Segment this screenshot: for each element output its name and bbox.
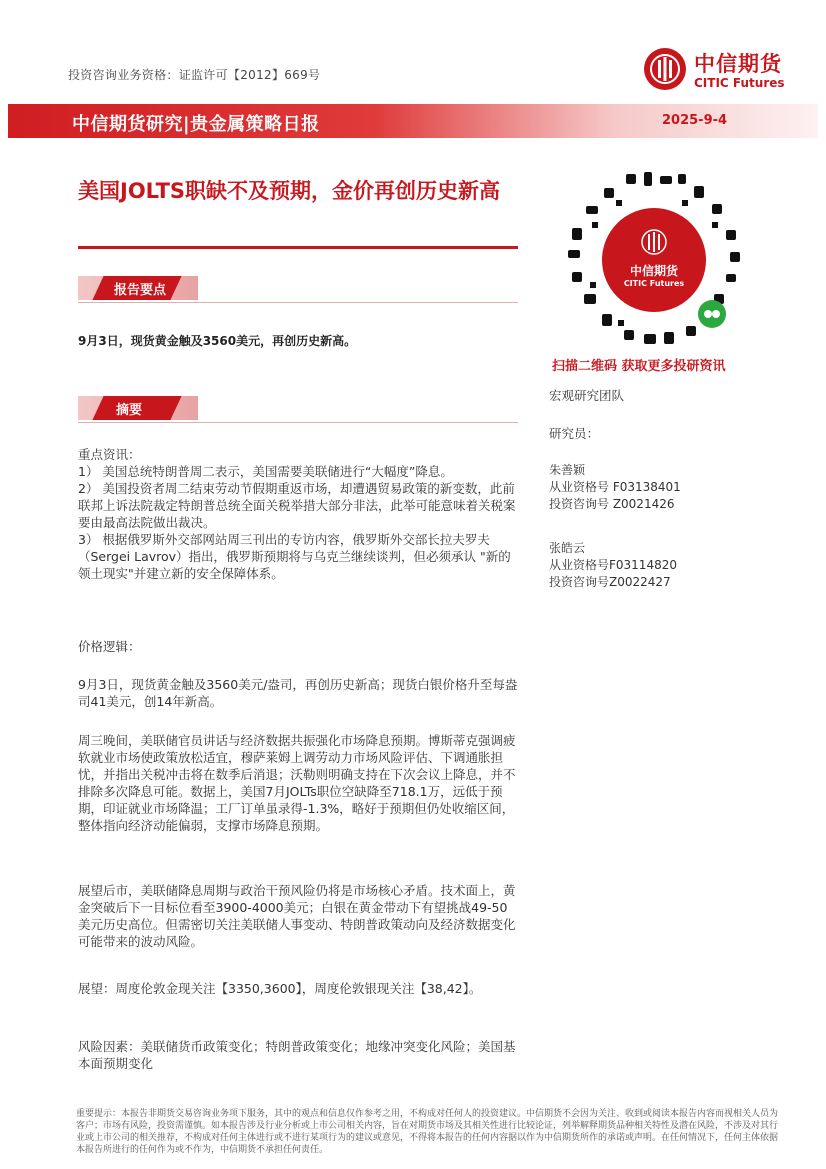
news-item: 2） 美国投资者周二结束劳动节假期重返市场，却遭遇贸易政策的新变数，此前联邦上诉法院裁定特朗普总统全面关税举措大部分非法，此举可能意味着关税案要由最高法院做出裁决。 xyxy=(78,481,516,530)
risk-text: 风险因素：美联储货币政策变化；特朗普政策变化；地缘冲突变化风险；美国基本面预期变化 xyxy=(78,1039,516,1071)
researcher-card xyxy=(549,540,677,591)
report-date: 2025-9-4 xyxy=(662,113,728,128)
researcher-name: 张皓云 xyxy=(549,541,586,555)
outlook-text: 展望：周度伦敦金现关注【3350,3600】，周度伦敦银现关注【38,42】。 xyxy=(78,981,482,996)
news-block xyxy=(78,446,518,582)
section-label: 摘要 xyxy=(116,403,143,418)
section-label: 报告要点 xyxy=(114,283,167,298)
section-key-points xyxy=(78,276,198,304)
headline-divider xyxy=(78,246,518,249)
section-rule xyxy=(78,422,518,423)
logo-mark-icon xyxy=(644,48,686,90)
report-series-title: 中信期货研究|贵金属策略日报 xyxy=(72,114,320,135)
disclaimer: 重要提示：本报告非期货交易咨询业务项下服务，其中的观点和信息仅作参考之用，不构成对任何人的投资建议。中信期货不会因为关注、收到或阅读本报告内容而视相关人员为客户；市场有风险，投资需谨慎。如本报告涉及行业分析或上市公司相关内容，旨在对期货市场及其相关性进行比较论证，列举解释期货品种相关特性及潜在风险，不涉及对其行业或上市公司的相关推荐，不构成对任何主体进行或不进行某项行为的建议或意见，不得将本报告的任何内容据以作为中信期货所作的承诺或声明。在任何情况下，任何主体依据本报告所进行的任何作为或不作为，中信期货不承担任何责任。 xyxy=(76,1109,779,1155)
researchers-label: 研究员： xyxy=(549,426,600,441)
news-title: 重点资讯： xyxy=(78,447,141,462)
news-item: 3） 根据俄罗斯外交部网站周三刊出的专访内容，俄罗斯外交部长拉夫罗夫（Sergei Lavrov）指出，俄罗斯预期将与乌克兰继续谈判，但必须承认 "新的领土现实"并建立新的安全保障体系。 xyxy=(78,532,511,581)
qr-pattern xyxy=(564,170,744,350)
logic-paragraph: 周三晚间，美联储官员讲话与经济数据共振强化市场降息预期。博斯蒂克强调疲软就业市场使政策放松适宜，穆萨莱姆上调劳动力市场风险评估、下调通胀担忧，并指出关税冲击将在数季后消退；沃勒则明确支持在下次会议上降息，并不排除多次降息可能。数据上，美国7月JOLTs职位空缺降至718.1万，远低于预期，印证就业市场降温；工厂订单虽录得-1.3%，略好于预期但仍处收缩区间，整体指向经济动能偏弱，支撑市场降息预期。 xyxy=(78,733,516,833)
researcher-card xyxy=(549,462,681,513)
news-item: 1） 美国总统特朗普周二表示，美国需要美联储进行“大幅度”降息。 xyxy=(78,464,453,479)
key-point-text: 9月3日，现货黄金触及3560美元，再创历史新高。 xyxy=(78,334,357,348)
researcher-name: 朱善颖 xyxy=(549,463,586,477)
logic-title: 价格逻辑： xyxy=(78,639,141,654)
report-headline: 美国JOLTS职缺不及预期，金价再创历史新高 xyxy=(78,179,501,203)
logic-paragraph: 9月3日，现货黄金触及3560美元/盎司，再创历史新高；现货白银价格升至每盎司41美元，创14年新高。 xyxy=(78,677,518,709)
license-text: 投资咨询业务资格：证监许可【2012】669号 xyxy=(68,68,321,82)
qr-logo-cn: 中信期货 xyxy=(629,264,678,278)
section-summary xyxy=(78,396,198,424)
title-banner xyxy=(0,104,826,138)
research-team: 宏观研究团队 xyxy=(549,388,625,403)
qr-caption: 扫描二维码 获取更多投研资讯 xyxy=(552,359,726,374)
logo-name-en: CITIC Futures xyxy=(694,76,785,90)
logic-paragraph: 展望后市，美联储降息周期与政治干预风险仍将是市场核心矛盾。技术面上，黄金突破后下一目标位看至3900-4000美元；白银在黄金带动下有望挑战49-50美元历史高位。但需密切关注美联储人事变动、特朗普政策动向及经济数据变化可能带来的波动风险。 xyxy=(78,883,516,949)
qr-logo-en: CITIC Futures xyxy=(623,279,685,288)
researcher-advisory-id: 投资咨询号Z0022427 xyxy=(549,575,671,589)
researcher-advisory-id: 投资咨询号 Z0021426 xyxy=(549,497,675,511)
logo-name-cn: 中信期货 xyxy=(694,52,782,76)
section-rule xyxy=(78,302,518,303)
researcher-license: 从业资格号 F03138401 xyxy=(549,480,681,494)
researcher-license: 从业资格号F03114820 xyxy=(549,558,677,572)
company-logo xyxy=(644,46,804,96)
qr-code xyxy=(564,170,744,350)
